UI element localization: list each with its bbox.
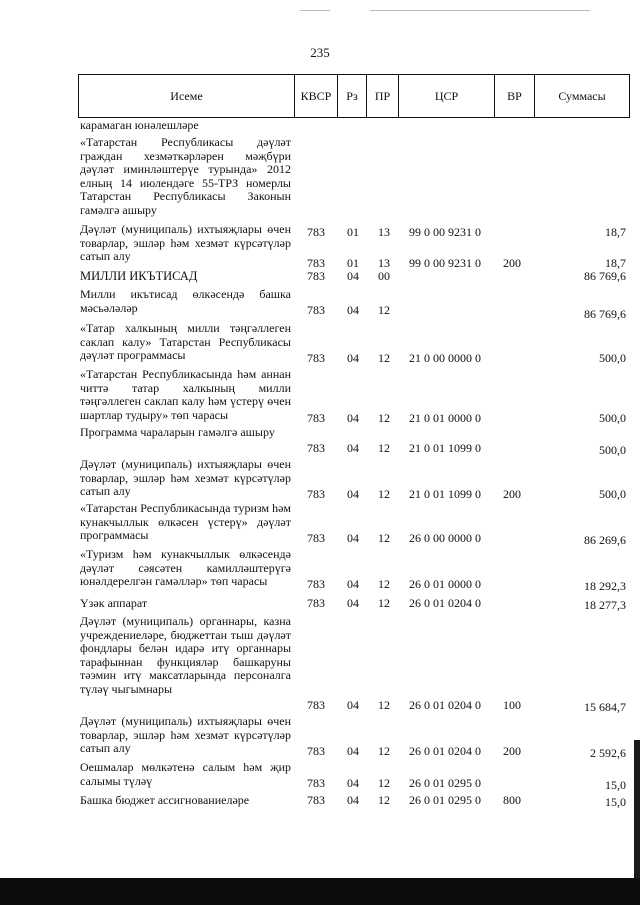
row-name: Үзәк аппарат (80, 596, 148, 610)
row-csr: 99 0 00 9231 0 (409, 256, 481, 270)
row-csr: 21 0 00 0000 0 (409, 351, 481, 365)
row-name: Программа чараларын гамәлгә ашыру (80, 425, 275, 439)
row-pr: 12 (378, 577, 390, 591)
table-row (0, 368, 640, 424)
table-row (0, 502, 640, 546)
row-sum: 500,0 (599, 351, 626, 365)
row-csr: 21 0 01 0000 0 (409, 411, 481, 425)
row-kvsr: 783 (307, 531, 325, 545)
row-kvsr: 783 (307, 351, 325, 365)
row-rz: 04 (347, 577, 359, 591)
row-pr: 12 (378, 744, 390, 758)
row-name: «Татарстан Республикасында туризм һәм кунакчыллык өлкәсен үстерү» дәүләт программасы (80, 501, 291, 542)
row-csr: 26 0 01 0204 0 (409, 596, 481, 610)
page-number: 235 (310, 45, 330, 60)
row-pr: 12 (378, 531, 390, 545)
row-csr: 26 0 01 0204 0 (409, 698, 481, 712)
row-csr: 26 0 01 0204 0 (409, 744, 481, 758)
row-vr: 800 (503, 793, 521, 807)
row-name: «Татар халкының милли тәңгәллеген саклап калу» Татарстан Республикасы дәүләт программасы (80, 321, 291, 362)
scan-edge-shadow (634, 740, 640, 880)
row-name: Милли икътисад өлкәсендә башка мәсьәләләр (80, 287, 291, 315)
table-header (78, 74, 630, 118)
row-kvsr: 783 (307, 596, 325, 610)
row-sum: 15,0 (605, 795, 626, 809)
row-kvsr: 783 (307, 698, 325, 712)
row-kvsr: 783 (307, 793, 325, 807)
row-csr: 21 0 01 1099 0 (409, 441, 481, 455)
table-row (0, 794, 640, 810)
table-row (0, 761, 640, 791)
row-csr: 26 0 01 0000 0 (409, 577, 481, 591)
row-pr: 13 (378, 256, 390, 270)
row-name: Оешмалар мөлкәтенә салым һәм җир салымы түләү (80, 760, 291, 788)
row-rz: 04 (347, 744, 359, 758)
header-kvsr: КВСР (295, 75, 338, 117)
row-pr: 12 (378, 793, 390, 807)
row-kvsr: 783 (307, 487, 325, 501)
table-row (0, 118, 640, 134)
row-pr: 12 (378, 411, 390, 425)
row-name: Башка бюджет ассигнованиеләре (80, 793, 250, 807)
row-rz: 04 (347, 531, 359, 545)
row-vr: 200 (503, 744, 521, 758)
table-row (0, 270, 640, 286)
row-vr: 200 (503, 256, 521, 270)
row-pr: 12 (378, 776, 390, 790)
table-row (0, 597, 640, 613)
row-pr: 00 (378, 269, 390, 283)
row-rz: 04 (347, 269, 359, 283)
row-kvsr: 783 (307, 269, 325, 283)
row-csr: 26 0 01 0295 0 (409, 776, 481, 790)
row-sum: 18 292,3 (584, 579, 626, 593)
row-rz: 04 (347, 487, 359, 501)
row-kvsr: 783 (307, 225, 325, 239)
row-rz: 04 (347, 351, 359, 365)
row-vr: 200 (503, 487, 521, 501)
row-sum: 15,0 (605, 778, 626, 792)
table-row (0, 458, 640, 502)
header-csr: ЦСР (399, 75, 495, 117)
header-pr: ПР (367, 75, 399, 117)
row-name: Дәүләт (муниципаль) органнары, казна учреждениеләре, бюджеттан тыш дәүләт фондлары белән идарә итү органнары тарафыннан функцияләр башкаруны тәэмин итү максатларында персоналга түләү чыгымнары (80, 614, 291, 696)
row-kvsr: 783 (307, 303, 325, 317)
row-csr: 99 0 00 9231 0 (409, 225, 481, 239)
table-row (0, 288, 640, 320)
row-kvsr: 783 (307, 744, 325, 758)
row-name: Дәүләт (муниципаль) ихтыяҗлары өчен товарлар, эшләр һәм хезмәт күрсәтүләр сатып алу (80, 714, 291, 755)
row-rz: 04 (347, 776, 359, 790)
row-pr: 12 (378, 351, 390, 365)
row-sum: 500,0 (599, 487, 626, 501)
row-sum: 15 684,7 (584, 700, 626, 714)
scan-artifact-line (370, 10, 590, 11)
table-row (0, 615, 640, 713)
row-rz: 04 (347, 303, 359, 317)
row-rz: 04 (347, 698, 359, 712)
table-row (0, 322, 640, 366)
row-sum: 18,7 (605, 256, 626, 270)
row-kvsr: 783 (307, 256, 325, 270)
table-row (0, 426, 640, 458)
row-sum: 18 277,3 (584, 598, 626, 612)
row-sum: 500,0 (599, 411, 626, 425)
row-kvsr: 783 (307, 411, 325, 425)
table-row (0, 548, 640, 592)
row-pr: 12 (378, 441, 390, 455)
row-sum: 86 769,6 (584, 307, 626, 321)
header-rz: Рз (338, 75, 367, 117)
row-name: МИЛЛИ ИКЪТИСАД (80, 269, 198, 283)
row-sum: 86 769,6 (584, 269, 626, 283)
row-rz: 01 (347, 256, 359, 270)
row-csr: 26 0 01 0295 0 (409, 793, 481, 807)
row-pr: 12 (378, 487, 390, 501)
header-vr: ВР (495, 75, 535, 117)
row-kvsr: 783 (307, 577, 325, 591)
row-kvsr: 783 (307, 441, 325, 455)
row-rz: 04 (347, 411, 359, 425)
row-rz: 04 (347, 793, 359, 807)
row-sum: 86 269,6 (584, 533, 626, 547)
scan-artifact-line (300, 10, 330, 11)
row-name: Дәүләт (муниципаль) ихтыяҗлары өчен товарлар, эшләр һәм хезмәт күрсәтүләр сатып алу (80, 222, 291, 263)
header-name: Исеме (79, 75, 295, 117)
row-sum: 18,7 (605, 225, 626, 239)
table-row (0, 223, 640, 269)
row-rz: 04 (347, 441, 359, 455)
row-pr: 12 (378, 596, 390, 610)
row-pr: 12 (378, 303, 390, 317)
row-name: карамаган юнәлешләре (80, 118, 199, 132)
header-sum: Суммасы (558, 88, 606, 103)
table-row (0, 715, 640, 759)
row-sum: 500,0 (599, 443, 626, 457)
scan-bottom-edge (0, 878, 640, 905)
row-csr: 21 0 01 1099 0 (409, 487, 481, 501)
row-name: «Татарстан Республикасы дәүләт граждан хезмәткәрләрен мәҗбүри дәүләт иминләштерүе турында» 2012 елның 14 июлендәге 55-ТРЗ номерлы Татарстан Республикасы Законын гамәлгә ашыру (80, 135, 291, 217)
row-name: «Татарстан Республикасында һәм аннан читтә татар халкының милли тәңгәллеген саклап калу һәм үстерү өчен шартлар тудыру» төп чарасы (80, 367, 291, 422)
row-sum: 2 592,6 (590, 746, 626, 760)
row-rz: 04 (347, 596, 359, 610)
row-pr: 13 (378, 225, 390, 239)
row-pr: 12 (378, 698, 390, 712)
row-csr: 26 0 00 0000 0 (409, 531, 481, 545)
row-name: «Туризм һәм кунакчыллык өлкәсендә дәүләт сәясәтен камилләштерүгә юнәлдерелгән гамәлләр» төп чарасы (80, 547, 291, 588)
row-kvsr: 783 (307, 776, 325, 790)
row-name: Дәүләт (муниципаль) ихтыяҗлары өчен товарлар, эшләр һәм хезмәт күрсәтүләр сатып алу (80, 457, 291, 498)
row-rz: 01 (347, 225, 359, 239)
row-vr: 100 (503, 698, 521, 712)
